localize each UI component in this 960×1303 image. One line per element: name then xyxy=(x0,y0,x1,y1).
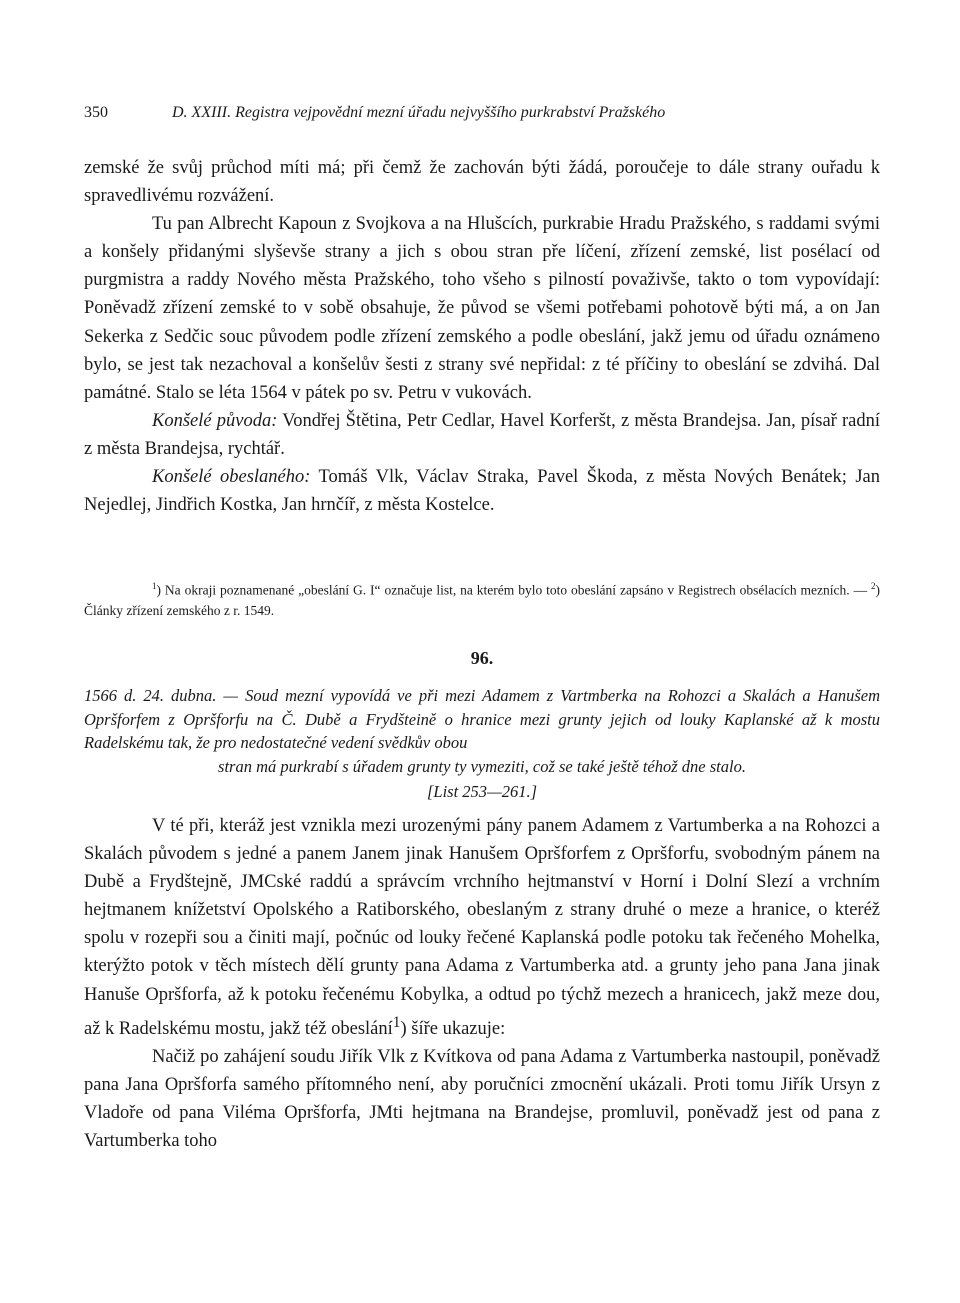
footnote-mark: 1 xyxy=(152,581,157,591)
paragraph-plaintiff-aldermen xyxy=(84,407,880,463)
footnote: $^1$) Na okraji poznamenané „obeslání G. I“ označuje list, na kterém bylo toto obeslání zapsáno v Registrech obsélacích mezních. — $^2$) Články zřízení zemského z r. 1549. xyxy=(84,581,880,618)
defendant-aldermen-text: Tomáš Vlk, Václav Straka, Pavel Škoda, z města Nových Benátek; Jan Nejedlej, Jindřich Kostka, Jan hrnčíř, z města Kostelce. xyxy=(84,467,880,516)
regest-text: 1566 d. 24. dubna. — Soud mezní vypovídá ve při mezi Adamem z Vartmberka na Rohozci a Skalách a Hanušem Opršforfem z Opršforfu na Č. Dubě a Frydšteině o hranice mezi grunty jejich od louky Kaplanské až k mostu Radelskému tak, že pro nedostatečné vedení svědkův obou xyxy=(84,686,880,752)
page-number: 350 xyxy=(84,104,108,121)
footnote-mark: 1 xyxy=(392,1013,401,1031)
footnote-mark: 2 xyxy=(871,581,876,591)
continued-record xyxy=(84,154,880,519)
paragraph-defendant-aldermen xyxy=(84,463,880,519)
plaintiff-aldermen-label: Konšelé původa: xyxy=(152,410,278,431)
footnotes xyxy=(84,576,880,621)
source-reference: [List 253—261.] xyxy=(426,782,538,801)
document-number: 96. xyxy=(470,648,494,668)
paragraph-hearing: Načiž po zahájení soudu Jiřík Vlk z Kvítkova od pana Adama z Vartumberka nastoupil, poněvadž pana Jana Opršforfa samého přítomného není, aby poručníci zmocnění ukázali. Proti tomu Jiřík Ursyn z Vladoře od pana Viléma Opršforfa, JMti hejtmana na Brandejse, promluvil, poněvadž jest od pana z Vartumberka toho xyxy=(84,1046,880,1152)
paragraph-verdict: Tu pan Albrecht Kapoun z Svojkova a na Hlušcích, purkrabie Hradu Pražského, s raddami svými a konšely přidanými slyševše strany a jich s obou stran pře líčení, zřízení zemské, list posélací od purgmistra a raddy Nového města Pražského, toho všeho s pilností považivše, takto o tom vypovídají: Poněvadž zřízení zemské to v sobě obsahuje, že původ se všemi potřebami pohotově býti má, a on Jan Sekerka z Sedčic souc původem podle zřízení zemského a podle obeslání, jakž jemu od úřadu oznámeno bylo, se jest tak nezachoval a konšelův šesti z strany své nepřidal: z té příčiny to obeslání se zdvihá. Dal památné. Stalo se léta 1564 v pátek po sv. Petru v vukovách. xyxy=(84,214,880,403)
page-header xyxy=(84,100,880,130)
case-text: V té při, kteráž jest vznikla mezi urozenými pány panem Adamem z Vartumberka a na Rohozci a Skalách původem s jedné a panem Janem jinak Hanušem Opršforfem z Opršforfu, svobodným pánem na Dubě a Frydštejně, JMCské raddú a správcím vrchního hejtmanství v Horní i Dolní Slezí a vrchním hejtmanem knížetství Opolského a Ratiborského, obeslaným z strany druhé o meze a hranice, o kteréž spolu v rozepři sou a činiti mají, počnúc od louky řečené Kaplanská podle potoku tak řečeného Mohelka, kterýžto potok v těch místech dělí grunty pana Adama z Vartumberka atd. a grunty jeho pana Jana jinak Hanuše Opršforfa, až k potoku řečenému Kobylka, a odtud po týchž mezech a hranicech, jakž meze dou, až k Radelskému mostu, jakž též obeslání xyxy=(84,816,880,1039)
plaintiff-aldermen-text: Vondřej Štětina, Petr Cedlar, Havel Korferšt, z města Brandejsa. Jan, písař radní z města Brandejsa, rychtář. xyxy=(84,410,881,459)
footnote-text: Články zřízení zemského z r. 1549. xyxy=(84,602,275,618)
paragraph-case xyxy=(84,812,880,1043)
running-title: D. XXIII. Registra vejpovědní mezní úřadu nejvyššího purkrabství Pražského xyxy=(172,104,666,121)
regest xyxy=(84,684,880,778)
page xyxy=(84,100,881,1152)
case-text-end: ) šíře ukazuje: xyxy=(400,1018,506,1039)
defendant-aldermen-label: Konšelé obeslaného: xyxy=(152,467,311,488)
paragraph-continued: zemské že svůj průchod míti má; při čemž že zachován býti žádá, poroučeje to dále strany ouřadu k spravedlivému rozvážení. xyxy=(84,158,880,207)
regest-text-last: stran má purkrabí s úřadem grunty ty vymeziti, což se také ještě téhož dne stalo. xyxy=(218,756,746,776)
record-body xyxy=(84,812,880,1155)
footnote-text: Na okraji poznamenané „obeslání G. I“ označuje list, na kterém bylo toto obeslání zapsáno v Registrech obsélacích mezních. — xyxy=(164,582,868,598)
